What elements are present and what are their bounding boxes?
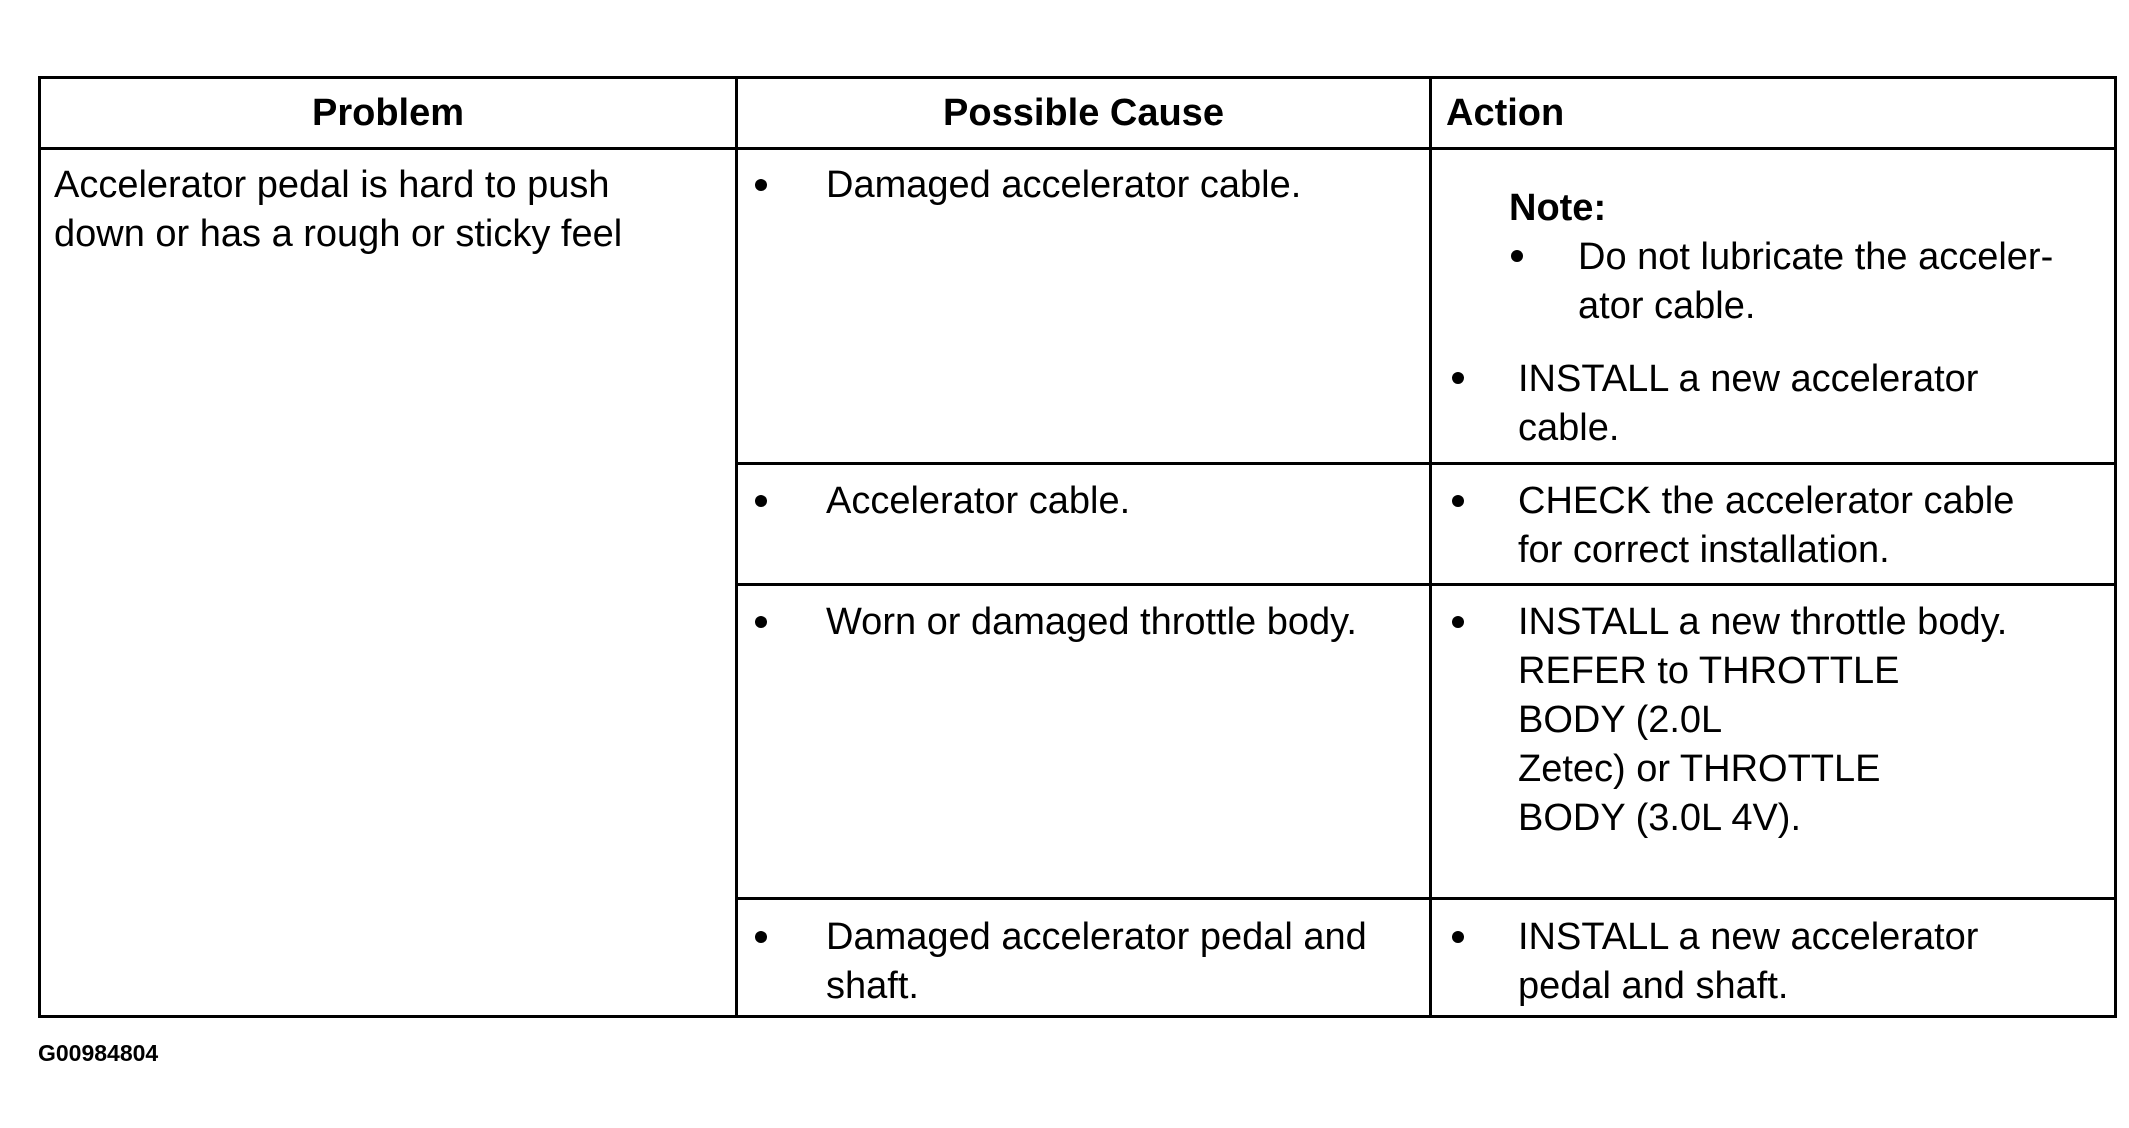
action-row-4-line-1: INSTALL a new accelerator [1518,916,1979,958]
column-divider-2 [1429,79,1432,1015]
action-row-4 [1518,913,1978,1011]
action-row-3-line-4: Zetec) or THROTTLE [1518,748,1881,790]
action-row-2 [1518,477,2014,575]
action-row-3-line-3: BODY (2.0L [1518,699,1723,741]
header-divider [41,147,2114,150]
bullet-icon [755,495,767,507]
cause-row-4-line-1: Damaged accelerator pedal and [826,916,1367,958]
note-text [1578,233,2053,331]
action-row-2-line-2: for correct installation. [1518,529,1890,571]
bullet-icon [1452,931,1464,943]
bullet-icon [755,616,767,628]
bullet-icon [1511,250,1523,262]
header-action: Action [1446,91,1565,134]
action-row-2-line-1: CHECK the accelerator cable [1518,480,2015,522]
action-row-3-line-1: INSTALL a new throttle body. [1518,601,2008,643]
cause-row-4-line-2: shaft. [826,965,919,1007]
bullet-icon [755,931,767,943]
header-possible-cause: Possible Cause [943,91,1224,134]
action-row-4-line-2: pedal and shaft. [1518,965,1789,1007]
cause-row-4 [826,913,1367,1011]
row-divider-3 [735,897,2114,900]
figure-id: G00984804 [38,1040,159,1066]
problem-line-2: down or has a rough or sticky feel [54,213,623,255]
action-row-3 [1518,598,2007,843]
action-row-1 [1518,355,1978,453]
action-row-3-line-2: REFER to THROTTLE [1518,650,1900,692]
note-line-1: Do not lubricate the acceler- [1578,236,2054,278]
row-divider-1 [735,462,2114,465]
cause-row-3: Worn or damaged throttle body. [826,601,1357,643]
bullet-icon [1452,372,1464,384]
action-row-1-line-2: cable. [1518,407,1620,449]
action-row-1-line-1: INSTALL a new accelerator [1518,358,1979,400]
bullet-icon [755,179,767,191]
bullet-icon [1452,616,1464,628]
cause-row-2: Accelerator cable. [826,480,1131,522]
problem-text [54,161,622,259]
row-divider-2 [735,583,2114,586]
column-divider-1 [735,79,738,1015]
action-row-3-line-5: BODY (3.0L 4V). [1518,797,1802,839]
problem-line-1: Accelerator pedal is hard to push [54,164,610,206]
note-line-2: ator cable. [1578,285,1756,327]
cause-row-1: Damaged accelerator cable. [826,164,1302,206]
bullet-icon [1452,495,1464,507]
note-title: Note: [1509,187,1607,229]
diagnosis-table [38,76,2117,1018]
header-problem: Problem [311,91,465,134]
